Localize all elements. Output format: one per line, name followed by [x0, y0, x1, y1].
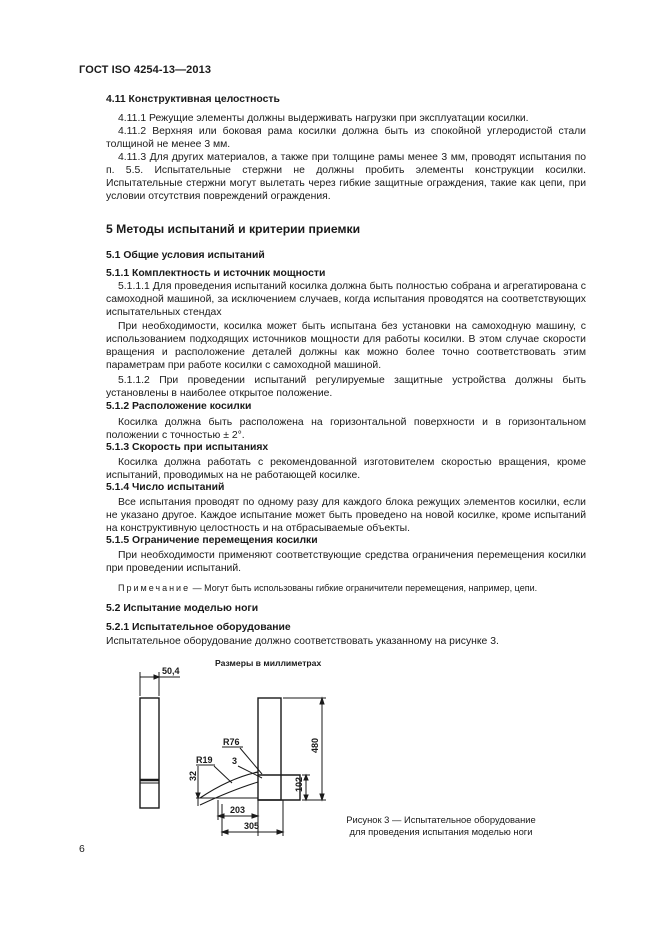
- arrow-203-left: [218, 814, 224, 818]
- leg-upright: [258, 698, 281, 800]
- section-5-1-3-heading: 5.1.3 Скорость при испытаниях: [106, 442, 269, 453]
- arrow-480-bottom: [320, 794, 324, 800]
- arrow-102-bottom: [304, 795, 308, 800]
- note-label: Примечание: [118, 583, 191, 593]
- figure-caption-line1: Рисунок 3 — Испытательное оборудование: [346, 814, 536, 825]
- figure-caption: [336, 814, 546, 838]
- section-5-1-heading: 5.1 Общие условия испытаний: [106, 250, 265, 261]
- arrow-102-top: [304, 775, 308, 780]
- para-5-1-5: При необходимости применяют соответствующие средства ограничения перемещения косилки при проведении испытаний.: [106, 550, 586, 574]
- dim-label-102: 102: [294, 776, 304, 792]
- figure-caption-line2: для проведения испытания моделью ноги: [349, 826, 533, 837]
- r76-leader: [240, 748, 262, 774]
- arrow-480-top: [320, 698, 324, 704]
- para-5-1-1-1-b: При необходимости, косилка может быть испытана без установки на самоходную машину, с использованием подходящих источников мощности для работы косилки. В этом случае скорости вращения и расположение деталей должны как можно более точно соответствовать этим параметрам при работе косилки с самоходной машиной.: [106, 321, 586, 371]
- arrow-203-right: [252, 814, 258, 818]
- para-5-2-1: Испытательное оборудование должно соответствовать указанному на рисунке 3.: [106, 636, 499, 647]
- para-4-11-2: 4.11.2 Верхняя или боковая рама косилки должна быть из спокойной углеродистой стали толщиной не менее 3 мм.: [106, 126, 586, 150]
- para-5-1-1-1: 5.1.1.1 Для проведения испытаний косилка должна быть полностью собрана и агрегатирована с самоходной машиной, за исключением случаев, когда испытания проводятся на соответствующих испытательных стендах: [106, 281, 586, 318]
- para-5-1-2: Косилка должна быть расположена на горизонтальной поверхности и в горизонтальном положении с точностью ± 2°.: [106, 417, 586, 441]
- standard-header: ГОСТ ISO 4254-13—2013: [79, 64, 212, 76]
- section-5-heading: 5 Методы испытаний и критерии приемки: [106, 222, 361, 236]
- arrow-305-right: [277, 830, 283, 834]
- arrow-32: [196, 793, 200, 798]
- dim-label-32: 32: [188, 770, 198, 781]
- dim-label-305: 305: [244, 821, 260, 831]
- dim-label-r19: R19: [196, 755, 213, 765]
- arrow-50: [154, 675, 159, 679]
- section-5-1-1-heading: 5.1.1 Комплектность и источник мощности: [106, 268, 326, 279]
- section-4-11-heading: 4.11 Конструктивная целостность: [106, 94, 280, 105]
- dim-label-480: 480: [310, 737, 320, 753]
- dim-label-3: 3: [232, 756, 238, 766]
- dim-label-203: 203: [230, 805, 246, 815]
- para-5-1-3: Косилка должна работать с рекомендованной изготовителем скоростью вращения, кроме испытаний, проводимых на не работающей косилке.: [106, 457, 586, 481]
- para-5-1-1-2: 5.1.1.2 При проведении испытаний регулируемые защитные устройства должны быть установлены в наиболее открытое положение.: [106, 375, 586, 399]
- r19-leader: [214, 766, 232, 783]
- para-4-11-1: 4.11.1 Режущие элементы должны выдерживать нагрузки при эксплуатации косилки.: [118, 113, 529, 124]
- section-5-2-1-heading: 5.2.1 Испытательное оборудование: [106, 622, 291, 633]
- section-5-1-5-heading: 5.1.5 Ограничение перемещения косилки: [106, 535, 318, 546]
- dim-label-r76: R76: [223, 737, 240, 747]
- note-text: — Могут быть использованы гибкие ограничители перемещения, например, цепи.: [190, 583, 538, 593]
- para-4-11-3: 4.11.3 Для других материалов, а также при толщине рамы менее 3 мм, проводят испытания по п. 5.5. Испытательные стержни не должны пробить элементы конструкции косилки. Испытательные стержни могут вылетать через гибкие защитные ограждения, такие как цепи, при условии отсутствия повреждений ограждения.: [106, 152, 586, 202]
- para-5-1-4: Все испытания проводят по одному разу для каждого блока режущих элементов косилки, если не указано другое. Каждое испытание может быть проведено на новой косилке, кроме испытаний на конструктивную целостность и на отбрасываемые объекты.: [106, 497, 586, 534]
- section-5-1-2-heading: 5.1.2 Расположение косилки: [106, 401, 252, 412]
- dim-label-50-4: 50,4: [162, 666, 180, 676]
- figure-units-label: Размеры в миллиметрах: [215, 658, 322, 668]
- section-5-1-4-heading: 5.1.4 Число испытаний: [106, 482, 225, 493]
- page-number: 6: [79, 844, 85, 855]
- bar-side-view: [140, 698, 159, 808]
- arrow-305-left: [222, 830, 228, 834]
- leg-ramp-curve-2: [200, 782, 258, 805]
- section-5-2-heading: 5.2 Испытание моделью ноги: [106, 603, 259, 614]
